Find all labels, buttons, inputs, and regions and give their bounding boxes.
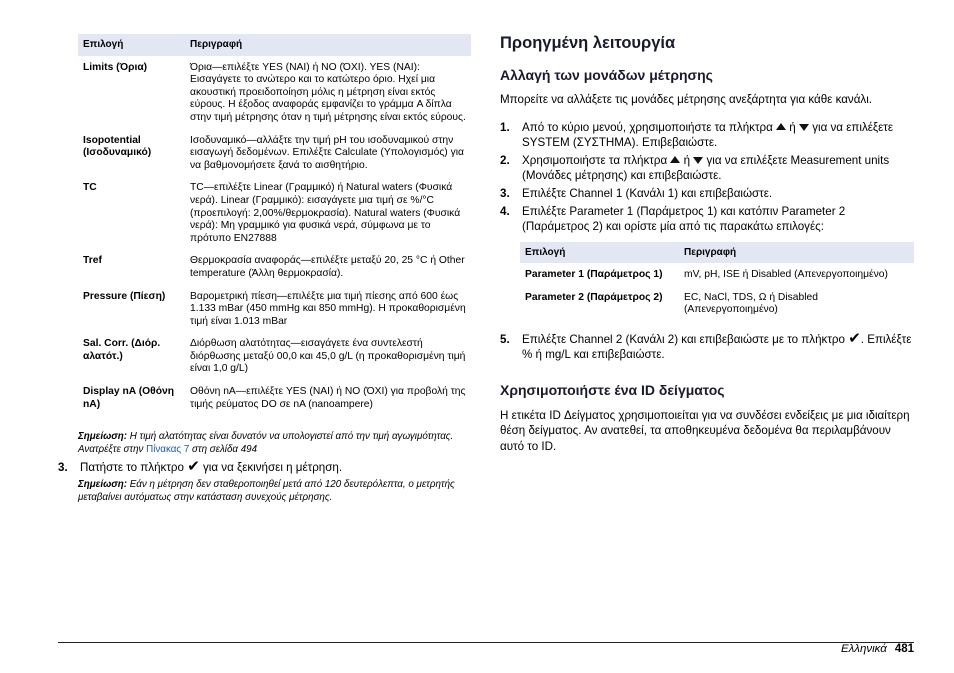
table-row: [520, 263, 914, 286]
note-text: Η τιμή αλατότητας είναι δυνατόν να υπολογιστεί από την τιμή αγωγιμότητας. Ανατρέξτε στην: [78, 431, 454, 455]
option-cell: Isopotential (Ισοδυναμικό): [83, 134, 152, 159]
units-title: Αλλαγή των μονάδων μέτρησης: [500, 67, 713, 83]
description-cell: TC—επιλέξτε Linear (Γραμμικό) ή Natural waters (Φυσικά νερά). Linear (Γραμμικό): εισαγάγετε μια τιμή σε %/°C (προεπιλογή: 2,00%/θερμοκρασία). Natural waters (Φυσικά νερά): Μη γραμμικό για φυσικά νερά, σύμφωνα με το πρότυπο EN27888: [190, 182, 461, 244]
description-cell: Θερμοκρασία αναφοράς—επιλέξτε μεταξύ 20, 25 °C ή Other temperature (Άλλη θερμοκρασία).: [190, 255, 465, 279]
option-cell: Pressure (Πίεση): [83, 290, 166, 302]
option-cell: Limits (Όρια): [83, 61, 148, 73]
step-number: 3.: [500, 186, 510, 200]
sample-id-text: Η ετικέτα ID Δείγματος χρησιμοποιείται για να συνδέσει ενδείξεις με μια ιδιαίτερη θέση δείγματος. Αν ανατεθεί, τα αποθηκευμένα δεδομένα θα περιλαμβάνουν αυτό το ID.: [500, 408, 910, 453]
page-footer: [841, 643, 914, 655]
step-text: Επιλέξτε Parameter 1 (Παράμετρος 1) και κατόπιν Parameter 2 (Παράμετρος 2) και ορίστε μία από τις παρακάτω επιλογές:: [522, 204, 846, 233]
option-cell: Sal. Corr. (Διόρ. αλατότ.): [83, 338, 161, 362]
note-label: Σημείωση:: [78, 479, 128, 491]
note-label: Σημείωση:: [78, 431, 128, 443]
step-2: [500, 153, 914, 183]
measurement-step: [58, 460, 471, 475]
table-row: [78, 380, 471, 415]
description-cell: mV, pH, ISE ή Disabled (Απενεργοποιημένο): [684, 269, 888, 281]
step-text: Από το κύριο μενού, χρησιμοποιήστε τα πλήκτρα: [522, 120, 777, 134]
salinity-note: [78, 431, 471, 456]
description-cell: Βαρομετρική πίεση—επιλέξτε μια τιμή πίεσης από 600 έως 1.133 mBar (450 mmHg και 850 mmHg). Η προκαθορισμένη τιμή είναι 1.013 mBar: [190, 290, 466, 327]
table-row: [78, 285, 471, 333]
table-header-description: Περιγραφή: [185, 34, 471, 56]
step-text-end: . Επιλέξτε % ή mg/L και επιβεβαιώστε.: [522, 332, 912, 361]
step-text: Χρησιμοποιήστε τα πλήκτρα: [522, 153, 671, 167]
table-header-option: Επιλογή: [520, 242, 679, 264]
step-5: [500, 329, 914, 362]
table-row: [78, 176, 471, 249]
step-text: Πατήστε το πλήκτρο: [80, 461, 188, 475]
footer-language: Ελληνικά: [840, 643, 887, 655]
step-number: 2.: [500, 153, 510, 167]
description-cell: Οθόνη nA—επιλέξτε YES (ΝΑΙ) ή NO (ΌΧΙ) για προβολή της τιμής ρεύματος DO σε nA (nanoampere): [190, 386, 466, 410]
stabilization-note: [78, 479, 471, 504]
up-arrow-icon: [670, 156, 680, 163]
step-4: [500, 204, 914, 234]
left-column: [58, 34, 471, 504]
step-text: Επιλέξτε Channel 2 (Κανάλι 2) και επιβεβαιώστε με το πλήκτρο: [522, 332, 849, 346]
option-cell: Parameter 1 (Παράμετρος 1): [525, 269, 663, 281]
description-cell: Ισοδυναμικό—αλλάξτε την τιμή pH του ισοδυναμικού στην εισαγωγή δεδομένων. Επιλέξτε Calculate (Υπολογισμός) για να βαθμονομήσετε ξανά το αισθητήριο.: [190, 134, 464, 171]
description-cell: Διόρθωση αλατότητας—εισαγάγετε ένα συντελεστή διόρθωσης μεταξύ 00,0 και 45,0 g/L (η προκαθορισμένη τιμή είναι 1,0 g/L): [190, 338, 466, 375]
option-cell: Display nA (Οθόνη nA): [83, 386, 175, 410]
check-icon: ✔: [187, 458, 200, 476]
option-cell: Tref: [83, 255, 102, 267]
step-text: Επιλέξτε Channel 1 (Κανάλι 1) και επιβεβαιώστε.: [522, 186, 773, 200]
step-3: [500, 186, 914, 201]
table-row: [78, 332, 471, 380]
table-header-description: Περιγραφή: [679, 242, 914, 264]
footer-divider: [58, 642, 914, 643]
note-text: Εάν η μέτρηση δεν σταθεροποιηθεί μετά από 120 δευτερόλεπτα, ο μετρητής μεταβαίνει αυτόματως στην κατάσταση συνεχούς μέτρησης.: [78, 479, 455, 503]
description-cell: EC, NaCl, TDS, Ω ή Disabled (Απενεργοποιημένο): [684, 291, 818, 316]
table-header-option: Επιλογή: [78, 34, 185, 56]
note-text-end: στη σελίδα 494: [189, 443, 258, 455]
down-arrow-icon: [693, 157, 703, 164]
step-text-or: ή: [786, 120, 799, 134]
step-text-or: ή: [680, 153, 694, 167]
table-row: [520, 286, 914, 321]
step-number: 5.: [500, 332, 510, 346]
units-intro: Μπορείτε να αλλάξετε τις μονάδες μέτρησης ανεξάρτητα για κάθε κανάλι.: [500, 93, 873, 106]
step-number: 4.: [500, 204, 510, 218]
table-row: [78, 56, 471, 129]
parameters-table: [520, 242, 914, 321]
up-arrow-icon: [776, 123, 786, 130]
step-text-end: για να επιλέξετε Measurement units (Μονάδες μέτρησης) και επιβεβαιώστε.: [522, 153, 890, 182]
step-text-end: για να επιλέξετε SYSTEM (ΣΥΣΤΗΜΑ). Επιβεβαιώστε.: [522, 120, 894, 149]
down-arrow-icon: [799, 124, 809, 131]
table-row: [78, 129, 471, 177]
right-column: [500, 34, 914, 454]
step-1: [500, 120, 914, 150]
options-table: [78, 34, 471, 415]
table-reference-link[interactable]: Πίνακας 7: [146, 443, 190, 455]
step-text-end: για να ξεκινήσει η μέτρηση.: [199, 461, 343, 475]
option-cell: Parameter 2 (Παράμετρος 2): [525, 291, 663, 303]
check-icon: ✔: [848, 329, 861, 347]
step-number: 1.: [500, 120, 510, 134]
table-row: [78, 249, 471, 284]
page-number: 481: [894, 643, 914, 655]
section-title: Προηγμένη λειτουργία: [500, 34, 676, 52]
sample-id-title: Χρησιμοποιήστε ένα ID δείγματος: [500, 381, 725, 398]
option-cell: TC: [83, 182, 97, 194]
step-number: 3.: [58, 461, 68, 475]
description-cell: Όρια—επιλέξτε YES (ΝΑΙ) ή NO (ΌΧΙ). YES (ΝΑΙ): Εισαγάγετε το ανώτερο και το κατώτερο όριο. Ηχεί μια ακουστική προειδοποίηση μόλις η μέτρηση είναι εκτός εύρους. Η έξοδος αναφοράς εμφανίζει το γράμμα A δίπλα στην τιμή μέτρησης όταν η τιμή μέτρησης είναι εκτός εύρους.: [190, 61, 466, 123]
